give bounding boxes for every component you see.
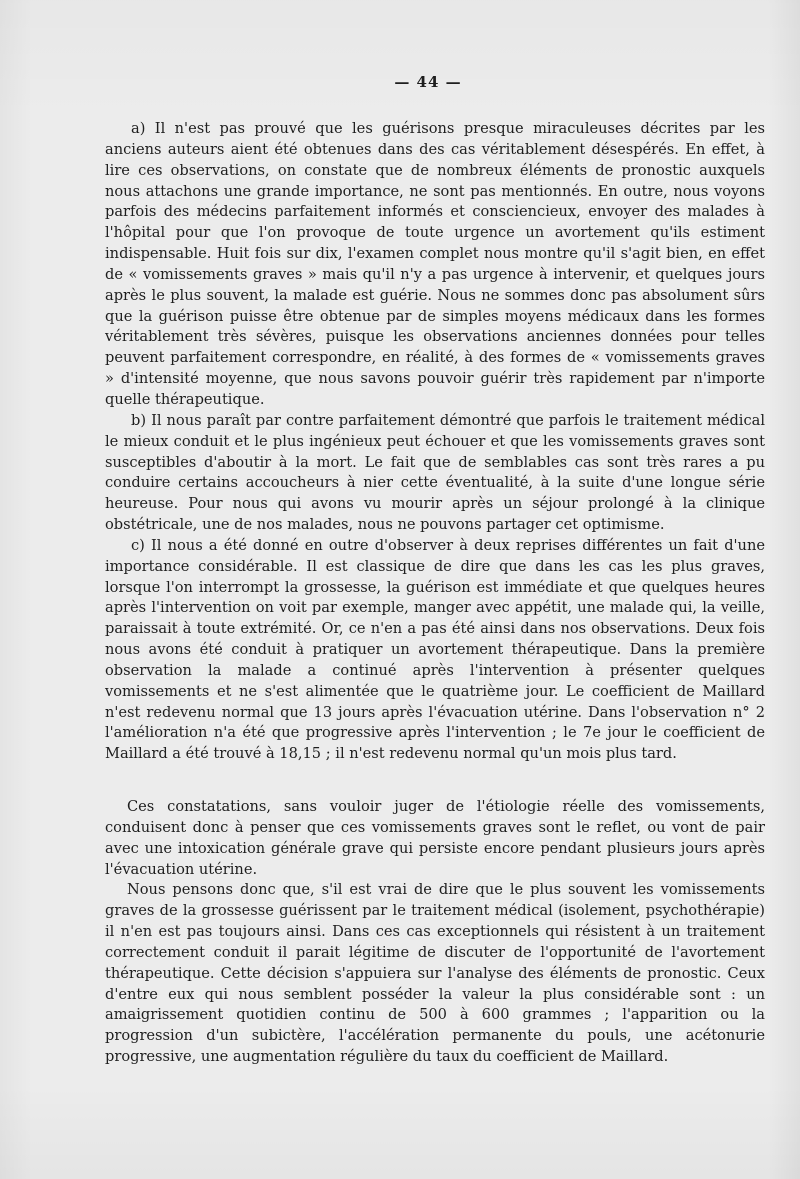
- page-number: — 44 —: [394, 73, 462, 91]
- paragraph-b: b) Il nous paraît par contre parfaitement démontré que parfois le traitement médical le mieux conduit et le plus ingénieux peut échouer et que les vomissements graves sont susceptibles d'aboutir à la mort. Le fait que de semblables cas sont très rares a pu conduire certains accoucheurs à nier cette éventualité, à la suite d'une longue série heureuse. Pour nous qui avons vu mourir après un séjour prolongé à la clinique obstétricale, une de nos malades, nous ne pouvons partager cet optimisme.: [105, 411, 765, 534]
- body-text-upper: [105, 119, 765, 765]
- paragraph-c: c) Il nous a été donné en outre d'observer à deux reprises différentes un fait d'une importance considérable. Il est classique de dire que dans les cas les plus graves, lorsque l'on interrompt la grossesse, la guérison est immédiate et que quelques heures après l'intervention on voit par exemple, manger avec appétit, une malade qui, la veille, paraissait à toute extrémité. Or, ce n'en a pas été ainsi dans nos observations. Deux fois nous avons été conduit à pratiquer un avortement thérapeutique. Dans la première observation la malade a continué après l'intervention à présenter quelques vomissements et ne s'est alimentée que le quatrième jour. Le coefficient de Maillard n'est redevenu normal que 13 jours après l'évacuation utérine. Dans l'observation n° 2 l'amélioration n'a été que progressive après l'intervention ; le 7e jour le coefficient de Maillard a été trouvé à 18,15 ; il n'est redevenu normal qu'un mois plus tard.: [105, 536, 765, 763]
- body-text-lower: [105, 797, 765, 1068]
- paragraph-d: Ces constatations, sans vouloir juger de l'étiologie réelle des vomissements, conduisent donc à penser que ces vomissements graves sont le reflet, ou vont de pair avec une intoxication générale grave qui persiste encore pendant plusieurs jours après l'évacuation utérine.: [105, 798, 765, 878]
- paragraph-e: Nous pensons donc que, s'il est vrai de dire que le plus souvent les vomissements graves de la grossesse guérissent par le traitement médical (isolement, psychothérapie) il n'en est pas toujours ainsi. Dans ces cas exceptionnels qui résistent à un traitement correctement conduit il parait légitime de discuter de l'opportunité de l'avortement thérapeutique. Cette décision s'appuiera sur l'analyse des éléments de pronostic. Ceux d'entre eux qui nous semblent posséder la valeur la plus considérable sont : un amaigrissement quotidien continu de 500 à 600 grammes ; l'apparition ou la progression d'un subictère, l'accélération permanente du pouls, une acétonurie progressive, une augmentation régulière du taux du coefficient de Maillard.: [105, 881, 765, 1066]
- paragraph-a: a) Il n'est pas prouvé que les guérisons presque miraculeuses décrites par les anciens auteurs aient été obtenues dans des cas véritablement désespérés. En effet, à lire ces observations, on constate que de nombreux éléments de pronostic auxquels nous attachons une grande importance, ne sont pas mentionnés. En outre, nous voyons parfois des médecins parfaitement informés et consciencieux, envoyer des malades à l'hôpital pour que l'on provoque de toute urgence un avortement qu'ils estiment indispensable. Huit fois sur dix, l'examen complet nous montre qu'il s'agit bien, en effet de « vomissements graves » mais qu'il n'y a pas urgence à intervenir, et quelques jours après le plus souvent, la malade est guérie. Nous ne sommes donc pas absolument sûrs que la guérison puisse être obtenue par de simples moyens médicaux dans les formes véritablement très sévères, puisque les observations anciennes données pour telles peuvent parfaitement correspondre, en réalité, à des formes de « vomissements graves » d'intensité moyenne, que nous savons pouvoir guérir très rapidement par n'importe quelle thérapeutique.: [105, 120, 765, 408]
